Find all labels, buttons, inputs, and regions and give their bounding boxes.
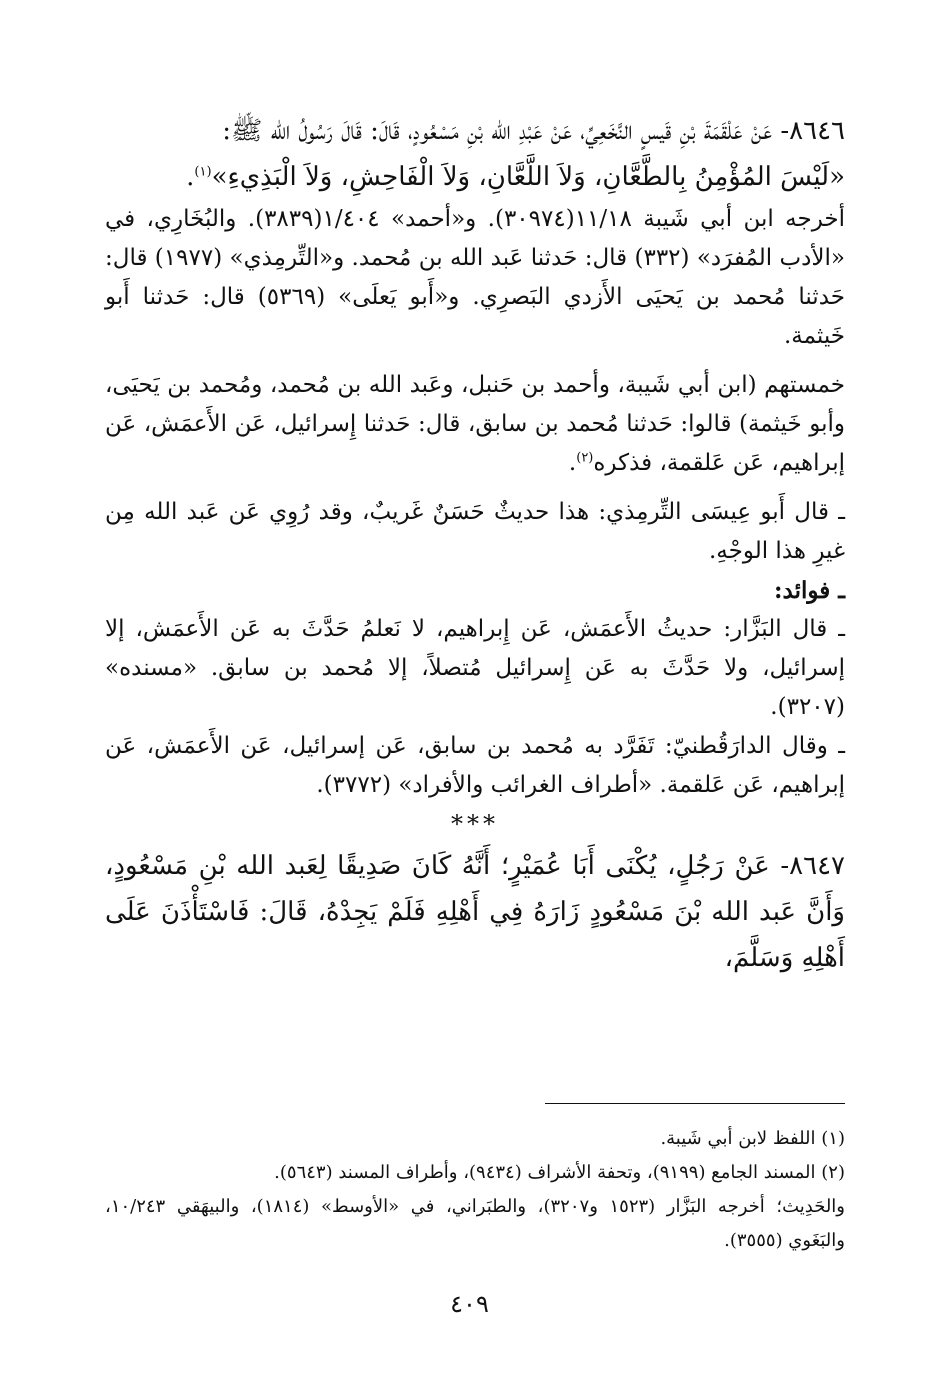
footnote-2-continued: والحَدِيث؛ أخرجه البَزَّار (١٥٢٣ و٣٢٠٧)، والطبَراني، في «الأوسط» (١٨١٤)، والبيهَقي ١٠/٢٤٣، والبَغَوي (٣٥٥٥). <box>105 1196 845 1251</box>
footnote-divider <box>545 1103 845 1104</box>
takhrij-paragraph: أخرجه ابن أبي شَيبة ١١/١٨(٣٠٩٧٤). و«أحمد» ١/٤٠٤(٣٨٣٩). والبُخَارِي، في «الأدب المُفرَد» (٣٣٢) قال: حَدثنا عَبد الله بن مُحمد. و«التِّرمِذي» (١٩٧٧) قال: حَدثنا مُحمد بن يَحيَى الأَزدي البَصرِي. و«أَبو يَعلَى» (٥٣٦٩) قال: حَدثنا أَبو خَيثمة. <box>105 206 846 349</box>
page-number: ٤٠٩ <box>450 1290 489 1318</box>
hadith-text: «لَيْسَ المُؤْمِنُ بِالطَّعَّانِ، وَلاَ اللَّعَّانِ، وَلاَ الْفَاحِشِ، وَلاَ الْبَذِيءِ» <box>211 162 845 192</box>
bazzar-comment: ـ قال البَزَّار: حديثُ الأَعمَش، عَن إِبراهيم، لا نَعلمُ حَدَّثَ به عَن الأَعمَش، إلا إسرائيل، ولا حَدَّثَ به عَن إِسرائيل مُتصلاً، إلا مُحمد بن سابق. «مسنده» (٣٢٠٧). <box>105 616 845 720</box>
section-separator: *** <box>451 810 499 838</box>
chain-text-end: . <box>568 450 577 476</box>
footnote-marker-1[interactable]: (١) <box>194 164 212 180</box>
daraqutni-comment: ـ وقال الدارَقُطنيّ: تَفَرَّد به مُحمد بن سابق، عَن إسرائيل، عَن الأَعمَش، عَن إبراهيم، عَن عَلقمة. «أطراف الغرائب والأفراد» (٣٧٧٢). <box>105 733 845 798</box>
hadith-8647-text: ٨٦٤٧- عَنْ رَجُلٍ، يُكْنَى أَبَا عُمَيْرٍ؛ أَنَّهُ كَانَ صَدِيقًا لِعَبد الله بْنِ مَسْعُودٍ، وَأَنَّ عَبد الله بْنَ مَسْعُودٍ زَارَهُ فِي أَهْلِهِ فَلَمْ يَجِدْهُ، قَالَ: فَاسْتَأْذَنَ عَلَى أَهْلِهِ وَسَلَّمَ، <box>105 851 845 973</box>
benefits-heading: ـ فوائد: <box>774 577 845 604</box>
hadith-text-end: . <box>186 162 195 192</box>
chain-text: خمستهم (ابن أبي شَيبة، وأحمد بن حَنبل، وعَبد الله بن مُحمد، ومُحمد بن يَحيَى، وأبو خَيثمة) قالوا: حَدثنا مُحمد بن سابق، قال: حَدثنا إِسرائيل، عَن الأَعمَش، عَن إبراهيم، عَن عَلقمة، فذكره <box>105 372 845 476</box>
footnote-marker-2[interactable]: (٢) <box>576 450 594 466</box>
hadith-8646-intro: ٨٦٤٦- عَنْ عَلْقَمَةَ بْنِ قَيسٍ النَّخَعِيِّ، عَنْ عَبْدِ الله بْنِ مَسْعُودٍ، قَالَ: قَالَ رَسُولُ الله ﷺ: <box>222 116 845 146</box>
chain-paragraph <box>105 366 845 483</box>
footnote-1: (١) اللفظ لابن أبي شَيبة. <box>660 1128 845 1149</box>
footnotes <box>105 1122 845 1258</box>
footnote-2: (٢) المسند الجامع (٩١٩٩)، وتحفة الأشراف (٩٤٣٤)، وأطراف المسند (٥٦٤٣). <box>274 1162 845 1183</box>
tirmidhi-comment: ـ قال أَبو عِيسَى التِّرمِذي: هذا حديثٌ حَسَنٌ غَريبٌ، وقد رُوِي عَن عَبد الله مِن غيرِ هذا الوجْهِ. <box>105 499 845 564</box>
hadith-8646-text <box>105 154 845 200</box>
main-text <box>105 108 845 981</box>
